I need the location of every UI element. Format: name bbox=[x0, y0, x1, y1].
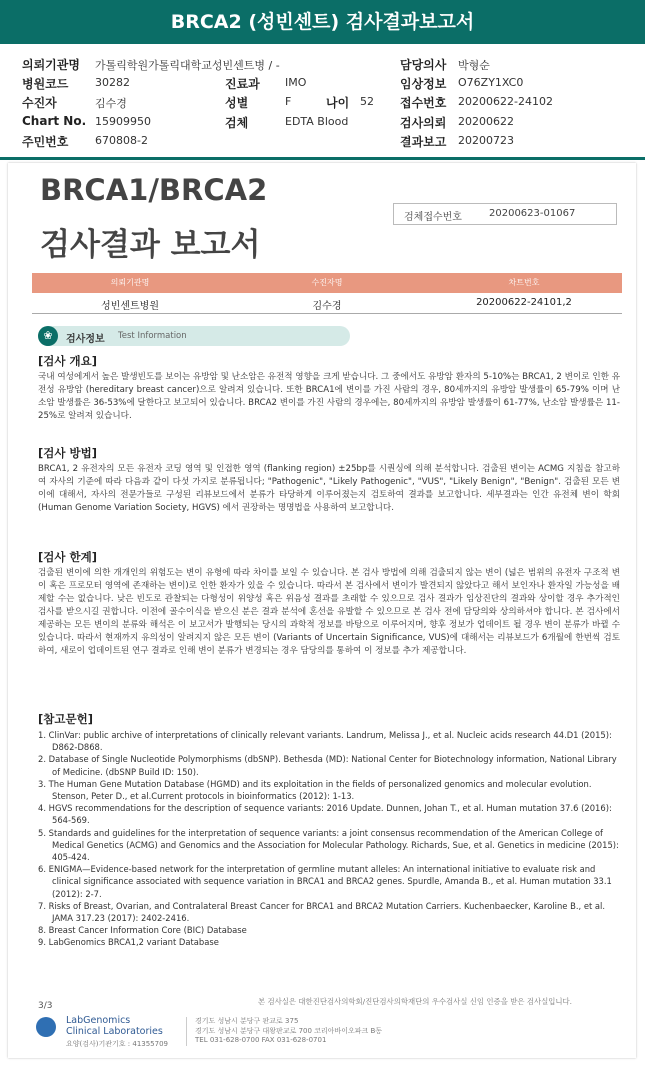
table-header: 수진자명 bbox=[311, 278, 343, 287]
contact-line: TEL 031-628-0700 FAX 031-628-0701 bbox=[195, 1036, 327, 1044]
report-title: BRCA2 (성빈센트) 검사결과보고서 bbox=[0, 0, 645, 44]
header-row-2 bbox=[0, 75, 645, 93]
footer bbox=[8, 1011, 636, 1053]
label-specimen: 검체 bbox=[225, 116, 249, 130]
label-patient: 수진자 bbox=[22, 96, 57, 110]
value-doctor: 박형순 bbox=[458, 59, 490, 72]
section-title: [검사 방법] bbox=[38, 446, 97, 460]
ribbon-icon: ❀ bbox=[38, 326, 58, 346]
test-info-header bbox=[38, 326, 350, 346]
address-block bbox=[186, 1017, 382, 1046]
header-row-1 bbox=[0, 56, 645, 74]
value-receipt-no: 20200622-24102 bbox=[458, 95, 553, 108]
patient-header bbox=[0, 50, 645, 154]
table-header-row bbox=[32, 273, 622, 293]
section-text: 국내 여성에게서 높은 발생빈도를 보이는 유방암 및 난소암은 유전적 영향을 크게 받습니다. 그 중에서도 유방암 환자의 5-10%는 BRCA1, 2 변이로 인한 유전성 유방암 (hereditary breast cancer)으로 알려져 있습니다. 또한 BRCA1에 변이를 가진 사람의 경우, 80세까지의 유방암 발생률이 65-79% 이며 난소암 발생률은 36-53%에 달한다고 보고되어 있습니다. BRCA2 변이를 가진 사람의 경우에는, 80세까지의 유방암 발생률이 61-77%, 난소암 발생률은 11-25%로 알려져 있습니다. bbox=[38, 372, 620, 421]
header-row-4 bbox=[0, 114, 645, 132]
value-age: 52 bbox=[360, 95, 374, 108]
page-number: 3/3 bbox=[38, 1001, 53, 1011]
section-limitation bbox=[38, 549, 620, 658]
value-clinical-info: O76ZY1XC0 bbox=[458, 76, 524, 89]
header-row-5 bbox=[0, 133, 645, 151]
label-resident-no: 주민번호 bbox=[22, 135, 69, 149]
label-doctor: 담당의사 bbox=[400, 58, 447, 72]
list-item: 7. Risks of Breast, Ovarian, and Contralateral Breast Cancer for BRCA1 and BRCA2 Mutation Carriers. Kuchenbaecker, Karoline B., et al. JAMA 317.23 (2017): 2402-2416. bbox=[38, 900, 606, 924]
label-request-date: 검사의뢰 bbox=[400, 116, 447, 130]
company-name bbox=[66, 1015, 163, 1037]
address-line: 경기도 성남시 분당구 판교로 375 bbox=[195, 1017, 299, 1025]
license-number: 요양(검사)기관기호 : 41355709 bbox=[66, 1040, 168, 1048]
label-department: 진료과 bbox=[225, 77, 260, 91]
address-line: 경기도 성남시 분당구 대왕판교로 700 코리아바이오파크 B동 bbox=[195, 1026, 383, 1035]
summary-table bbox=[32, 273, 622, 314]
list-item: 8. Breast Cancer Information Core (BIC) Database bbox=[38, 925, 247, 936]
test-info-title: 검사정보 bbox=[66, 334, 105, 345]
label-sex: 성별 bbox=[225, 96, 249, 110]
accreditation-note: 본 검사실은 대한진단검사의학회/진단검사의학재단의 우수검사실 신임 인증을 받은 검사실입니다. bbox=[258, 997, 573, 1006]
value-report-date: 20200723 bbox=[458, 134, 514, 147]
value-institution: 가톨릭학원가톨릭대학교성빈센트병 / - bbox=[95, 59, 280, 72]
section-title: [검사 개요] bbox=[38, 354, 97, 368]
table-cell: 20200622-24101,2 bbox=[476, 297, 572, 308]
list-item: 2. Database of Single Nucleotide Polymorphisms (dbSNP). Bethesda (MD): National Center for Biotechnology information, National Library of Medicine. (dbSNP Build ID: 150). bbox=[38, 754, 617, 777]
value-hospital-code: 30282 bbox=[95, 76, 130, 89]
value-sex: F bbox=[285, 95, 292, 108]
table-header: 의뢰기관명 bbox=[110, 278, 150, 287]
label-chart-no: Chart No. bbox=[22, 114, 87, 128]
section-references bbox=[38, 711, 620, 949]
test-info-subtitle: Test Information bbox=[118, 331, 187, 341]
table-row bbox=[32, 293, 622, 314]
list-item: 9. LabGenomics BRCA1,2 variant Database bbox=[38, 937, 219, 948]
receipt-value: 20200623-01067 bbox=[489, 208, 576, 219]
list-item: 5. Standards and guidelines for the interpretation of sequence variants: a joint consensus recommendation of the American College of Medical Genetics (ACMG) and Genomics and the Association for Molecular Pathology. Richards, Sue, et al. Genetics in medicine (2015): 405-424. bbox=[38, 827, 619, 863]
section-method bbox=[38, 445, 620, 515]
reference-list bbox=[38, 729, 620, 949]
label-clinical-info: 임상정보 bbox=[400, 77, 447, 91]
label-age: 나이 bbox=[326, 96, 350, 110]
value-patient: 김수경 bbox=[95, 97, 127, 110]
label-institution: 의뢰기관명 bbox=[22, 58, 80, 72]
header-row-3 bbox=[0, 94, 645, 112]
labgenomics-logo-icon bbox=[36, 1017, 56, 1037]
header-divider bbox=[0, 157, 645, 160]
list-item: 3. The Human Gene Mutation Database (HGMD) and its exploitation in the fields of personalized genomics and molecular evolution. Stenson, Peter D., et al.Current protocols in bioinformatics (2012): 1-13. bbox=[38, 778, 592, 802]
section-text: 검출된 변이에 의한 개개인의 위험도는 변이 유형에 따라 차이를 보일 수 있습니다. 본 검사 방법에 의해 검출되지 않는 변이 (넓은 범위의 유전자 구조적 변이 혹은 프로모터 영역에 존재하는 변이)로 인한 환자가 있을 수 있습니다. 따라서 본 검사에서 변이가 발견되지 않았다고 해서 보인자나 환자일 가능성을 배제할 수는 없습니다. 낮은 빈도로 관찰되는 다형성이 위양성 혹은 위음성 결과를 초래할 수 있으므로 검사 결과가 임상진단의 결과와 상이할 경우 추가적인 검사를 받으시길 권합니다. 이전에 골수이식을 받으신 분은 결과 분석에 혼선을 유발할 수 있으므로 본 검사 전에 담당의와 상의하셔야 합니다. 본 검사에서 제공하는 모든 변이의 분류와 해석은 이 보고서가 발행되는 당시의 과학적 정보를 바탕으로 이루어지며, 향후 정보가 업데이트 될 경우 변이 분류가 바뀔 수 있습니다. 따라서 현재까지 유의성이 알려지지 않은 모든 변이 (Variants of Uncertain Significance, VUS)에 대해서는 리뷰보드가 6개월에 한번씩 검토하여, 새로이 업데이트된 연구 결과로 인해 변이 분류가 변경되는 경우 담당의를 통하여 이 정보를 추가 제공합니다. bbox=[38, 568, 621, 656]
label-hospital-code: 병원코드 bbox=[22, 77, 69, 91]
value-department: IMO bbox=[285, 76, 307, 89]
value-resident-no: 670808-2 bbox=[95, 134, 148, 147]
label-report-date: 결과보고 bbox=[400, 135, 447, 149]
section-title: [검사 한계] bbox=[38, 550, 97, 564]
receipt-box bbox=[393, 203, 617, 225]
doc-title-report: 검사결과 보고서 bbox=[40, 227, 261, 263]
section-text: BRCA1, 2 유전자의 모든 유전자 코딩 영역 및 인접한 영역 (flanking region) ±25bp를 시퀀싱에 의해 분석합니다. 검출된 변이는 ACMG 지침을 참고하여 자사의 기준에 따라 다음과 같이 다섯 가지로 분류됩니다; "Pathogenic", "Likely Pathogenic", "VUS", "Likely Benign", "Benign". 검출된 모든 변이에 대해서, 자사의 전문가들로 구성된 리뷰보드에서 분류가 타당하게 이루어졌는지 검토하여 결과를 보고합니다. 세부결과는 인간 유전체 변이 학회 (Human Genome Variation Society, HGVS) 에서 권장하는 명명법을 사용하여 보고합니다. bbox=[38, 464, 620, 513]
label-receipt-no: 접수번호 bbox=[400, 96, 447, 110]
list-item: 4. HGVS recommendations for the description of sequence variants: 2016 Update. Dunnen, Johan T., et al. Human mutation 37.6 (2016): 564-569. bbox=[38, 803, 612, 826]
report-page bbox=[8, 163, 636, 1058]
list-item: 6. ENIGMA—Evidence-based network for the interpretation of germline mutant alleles: An international initiative to evaluate risk and clinical significance associated with sequence variation in BRCA1 and BRCA2 genes. Spurdle, Amanda B., et al. Human mutation 33.1 (2012): 2-7. bbox=[38, 864, 612, 899]
value-chart-no: 15909950 bbox=[95, 115, 151, 128]
company-name-line2: Clinical Laboratories bbox=[66, 1026, 163, 1037]
table-cell: 성빈센트병원 bbox=[101, 301, 159, 312]
section-overview bbox=[38, 353, 620, 423]
list-item: 1. ClinVar: public archive of interpretations of clinically relevant variants. Landrum, Melissa J., et al. Nucleic acids research 44.D1 (2015): D862-D868. bbox=[38, 730, 612, 753]
company-name-line1: LabGenomics bbox=[66, 1015, 131, 1026]
value-request-date: 20200622 bbox=[458, 115, 514, 128]
table-cell: 김수경 bbox=[312, 301, 342, 312]
table-header: 차트번호 bbox=[508, 278, 540, 287]
section-title: [참고문헌] bbox=[38, 712, 93, 726]
receipt-label: 검체접수번호 bbox=[404, 212, 462, 223]
value-specimen: EDTA Blood bbox=[285, 115, 349, 128]
doc-title-gene: BRCA1/BRCA2 bbox=[40, 173, 268, 207]
